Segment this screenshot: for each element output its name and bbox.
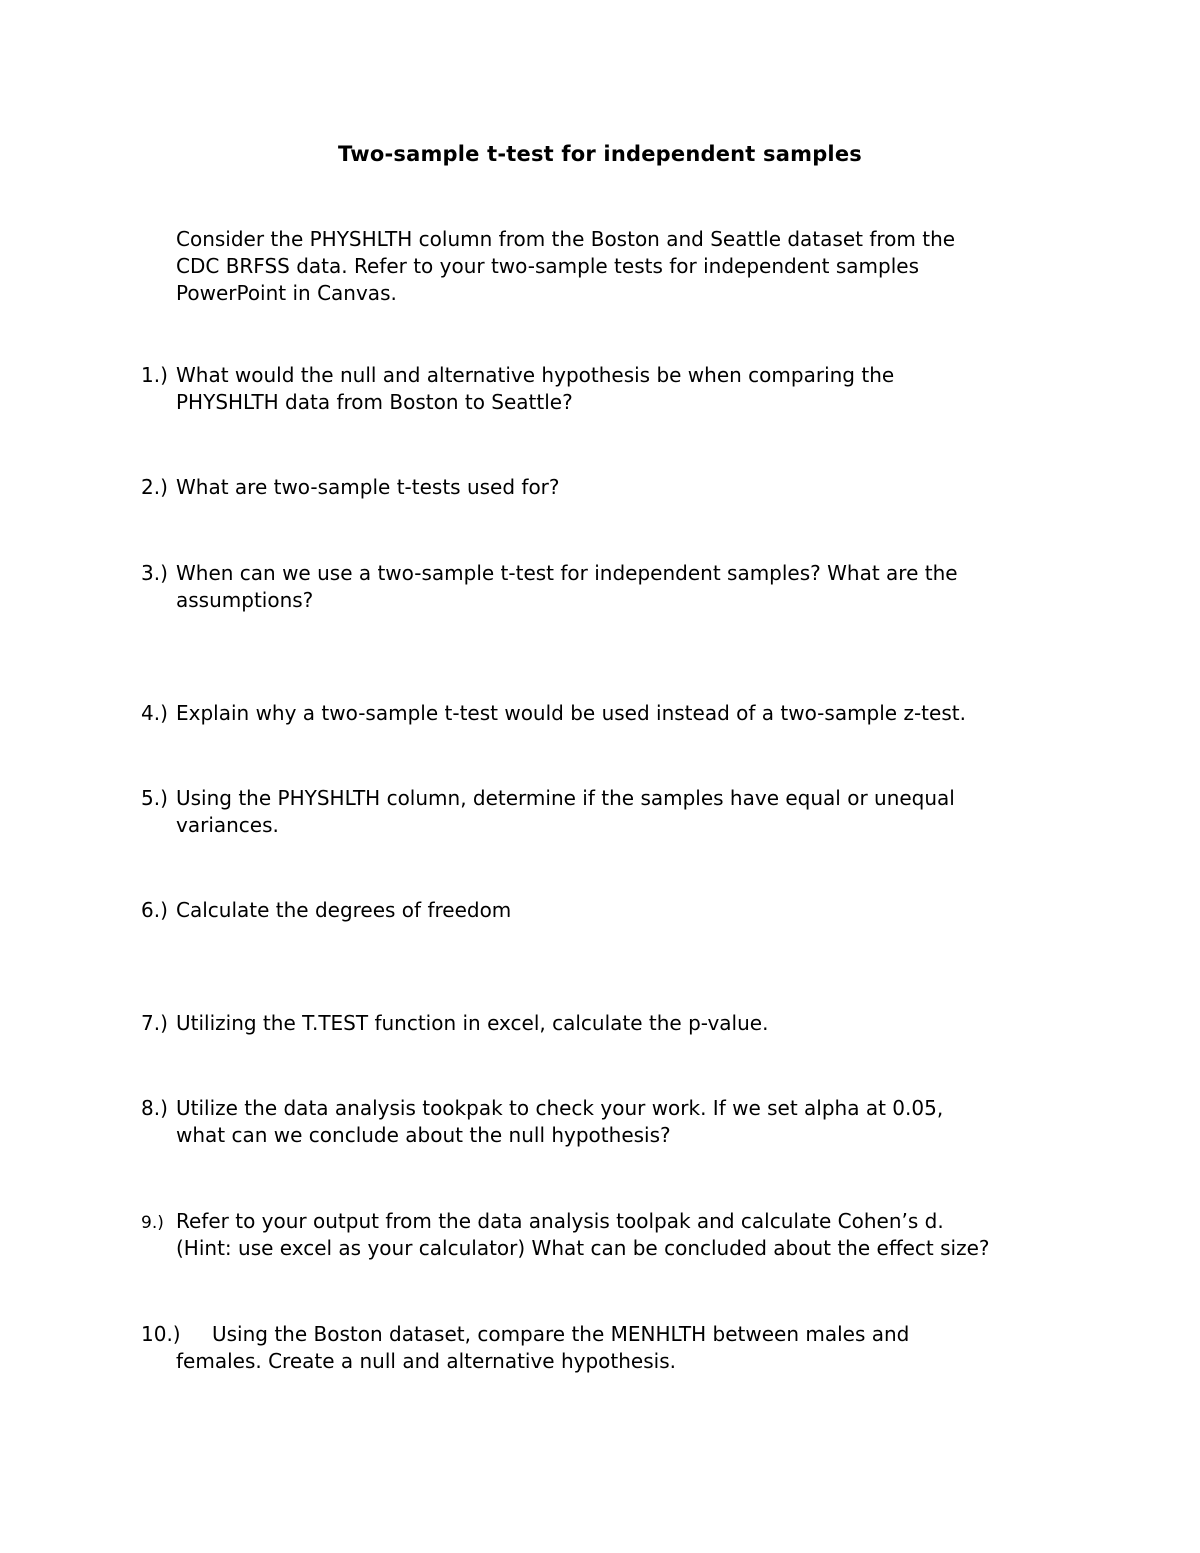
question-line: Utilize the data analysis tookpak to check your work. If we set alpha at 0.05,: [176, 1096, 944, 1120]
question-number: 3.): [141, 561, 168, 585]
question-line: What would the null and alternative hypothesis be when comparing the: [176, 363, 895, 387]
question-line: Calculate the degrees of freedom: [176, 898, 512, 922]
document-title: Two-sample t-test for independent samples: [338, 142, 862, 166]
question-text: [176, 1095, 1101, 1149]
question-text: [176, 362, 1101, 416]
question-text: [176, 474, 1101, 501]
question-line: Refer to your output from the data analysis toolpak and calculate Cohen’s d.: [176, 1209, 944, 1233]
intro-paragraph: [176, 226, 1056, 307]
intro-line: CDC BRFSS data. Refer to your two-sample tests for independent samples: [176, 254, 920, 278]
question-line: When can we use a two-sample t-test for independent samples? What are the: [176, 561, 958, 585]
question-number: 7.): [141, 1011, 168, 1035]
intro-line: PowerPoint in Canvas.: [176, 281, 397, 305]
question-line: assumptions?: [176, 588, 314, 612]
question-text: [176, 1321, 1101, 1375]
question-text: [176, 1208, 1101, 1262]
question-line: Using the PHYSHLTH column, determine if the samples have equal or unequal: [176, 786, 955, 810]
question-text: [176, 560, 1101, 614]
question-text: [176, 897, 1101, 924]
question-line: what can we conclude about the null hypothesis?: [176, 1123, 671, 1147]
question-text: [176, 700, 1101, 727]
question-number: 9.): [141, 1213, 164, 1233]
question-number: 1.): [141, 363, 168, 387]
question-number: 10.): [141, 1322, 181, 1346]
question-line: Explain why a two-sample t-test would be used instead of a two-sample z-test.: [176, 701, 966, 725]
question-number: 8.): [141, 1096, 168, 1120]
question-line: PHYSHLTH data from Boston to Seattle?: [176, 390, 573, 414]
question-text: [176, 785, 1101, 839]
question-line: What are two-sample t-tests used for?: [176, 475, 560, 499]
question-line: females. Create a null and alternative hypothesis.: [176, 1349, 676, 1373]
intro-line: Consider the PHYSHLTH column from the Boston and Seattle dataset from the: [176, 227, 956, 251]
question-line: variances.: [176, 813, 279, 837]
question-number: 5.): [141, 786, 168, 810]
question-number: 2.): [141, 475, 168, 499]
question-text: [176, 1010, 1101, 1037]
question-line: Utilizing the T.TEST function in excel, calculate the p-value.: [176, 1011, 769, 1035]
question-line: (Hint: use excel as your calculator) What can be concluded about the effect size?: [176, 1236, 990, 1260]
question-line: Using the Boston dataset, compare the MENHLTH between males and: [212, 1322, 910, 1346]
question-number: 6.): [141, 898, 168, 922]
question-number: 4.): [141, 701, 168, 725]
